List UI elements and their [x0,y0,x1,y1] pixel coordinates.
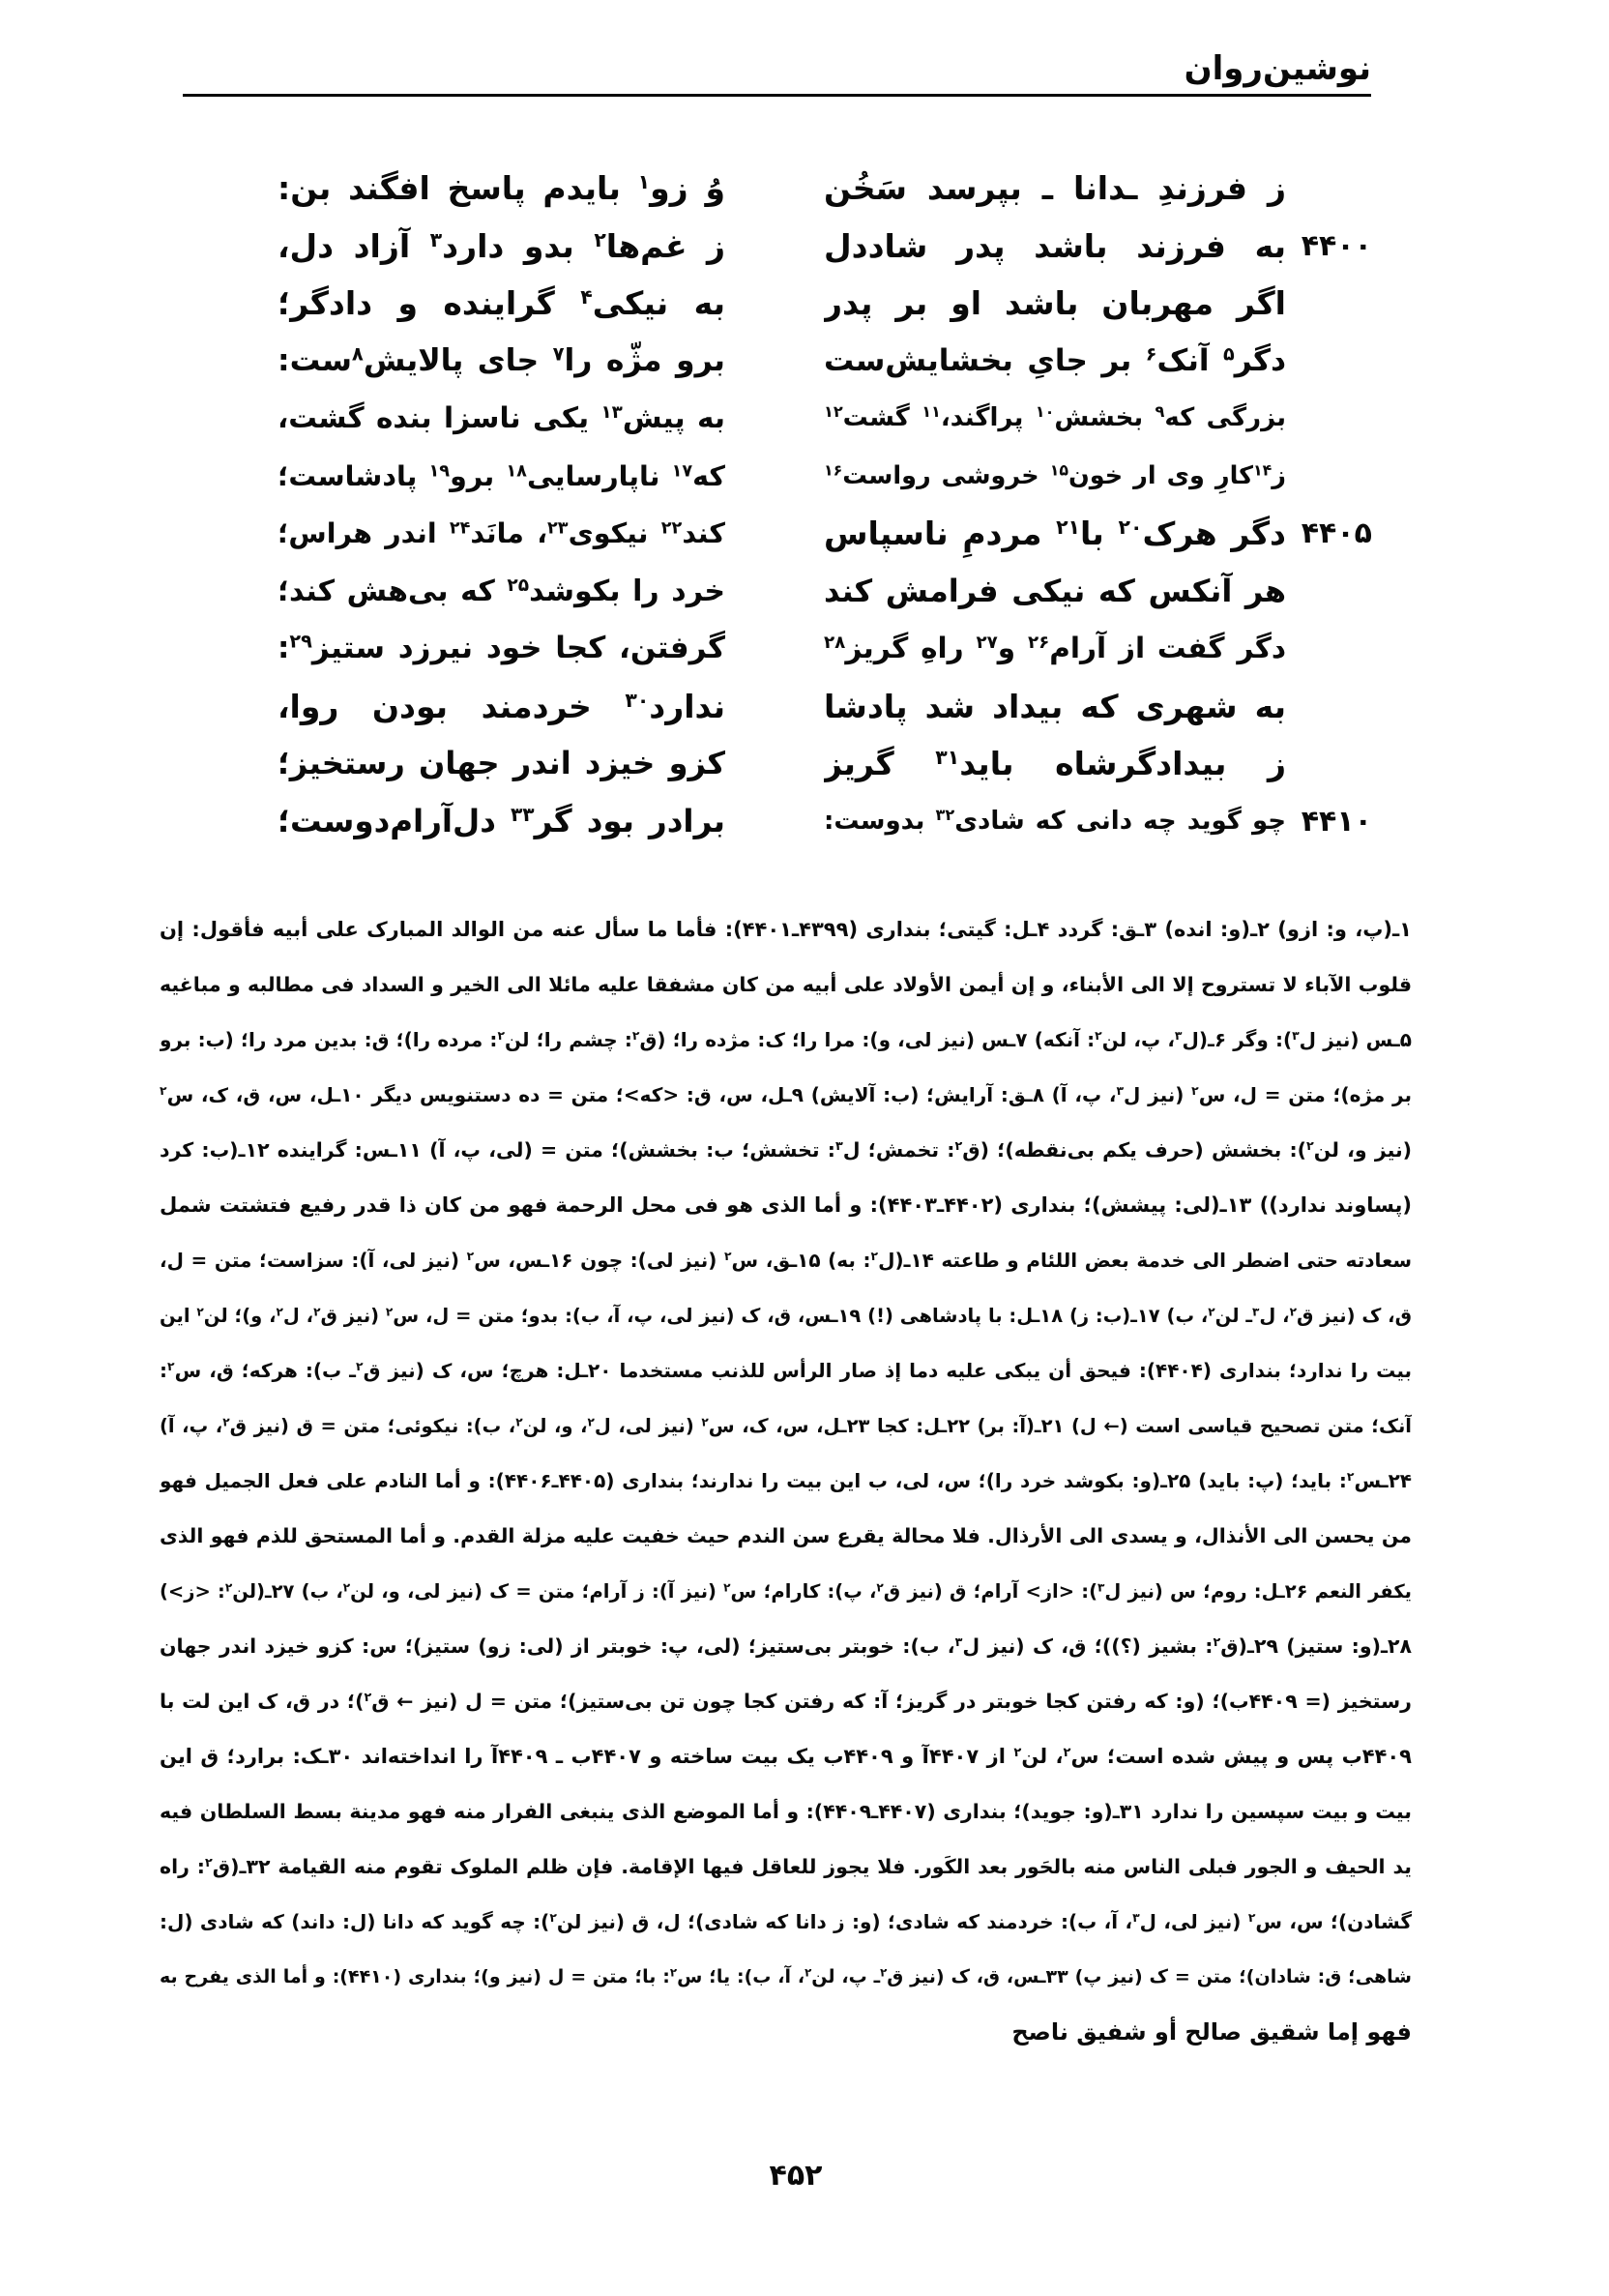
superscript-marker: ۲ [1191,1083,1199,1099]
superscript-marker: ۸ [351,341,364,365]
verse-number [1291,735,1372,793]
superscript-marker: ۲ [196,1305,204,1319]
verse-row [0,218,1609,276]
footnote-line: (نیز و، لن$^۲$): بخشش (حرف یکم بی‌نقطه)؛ (ق$^۲$: تخمش؛ ل$^۳$: تخشش؛ ب: بخشش)؛ متن = (لی، پ، آ) ۱۱ـس: گراینده ۱۲ـ(ب: کرد [160,1138,1412,1162]
first-hemistich: بزرگی که$^۹$ بخشش$^{۱۰}$ پراگند،$^{۱۱}$ گشت$^{۱۲}$ [824,402,1286,432]
superscript-marker: ۲ [224,1580,233,1595]
superscript-marker: ۲۳ [547,518,569,539]
superscript-marker: ۲ [669,1965,678,1980]
superscript-marker: ۲ [804,1965,812,1980]
first-hemistich: دگر گفت از آرام$^{۲۶}$ و$^{۲۷}$ راهِ گریز$^{۲۸}$ [824,632,1286,664]
superscript-marker: ۳ [954,1634,963,1650]
superscript-marker: ۲ [1063,1745,1071,1760]
superscript-marker: ۲۰ [1118,515,1143,539]
second-hemistich: که$^{۱۷}$ ناپارسایی$^{۱۸}$ برو$^{۱۹}$ پادشاست؛ [278,459,725,492]
superscript-marker: ۲۶ [1027,632,1050,653]
superscript-marker: ۲ [515,1415,523,1429]
footnote-line: ۲۸ـ(و: ستیز) ۲۹ـ(ق$^۲$: بشیز (؟))؛ ق، ک (نیز ل$^۳$، ب): خوبتر بی‌ستیز؛ (لی، پ: خوبتر از (لی: زو) ستیز)؛ س: کزو خیزد اندر جهان [160,1634,1412,1658]
superscript-marker: ۳۳ [510,802,535,826]
superscript-marker: ۱۵ [1049,459,1068,479]
verse-number: ۴۴۰۰ [1301,228,1372,263]
superscript-marker: ۱ [637,169,651,193]
footnote-line: ۲۴ـس$^۲$: باید؛ (پ: باید) ۲۵ـ(و: بکوشد خرد را)؛ س، لی، ب این بیت را ندارند؛ بنداری (۴۴۰۵ـ۴۴۰۶): و أما النادم علی فعل الجمیل فهو [160,1469,1412,1492]
verse-row [0,448,1609,506]
second-hemistich: ندارد$^{۳۰}$ خردمند بودن روا، [278,687,725,725]
footnote-line: ۵ـس (نیز ل$^۳$): وگر ۶ـ(ل$^۳$، پ، لن$^۲$: آنکه) ۷ـس (نیز لی، و): مرا را؛ ک: مژده را؛ (ق$^۲$: چشم را؛ لن$^۲$: مرده را)؛ ق: بدین مرد را؛ (ب: برو [160,1028,1412,1051]
superscript-marker: ۲ [466,1249,475,1264]
superscript-marker: ۲ [1306,1138,1314,1154]
superscript-marker: ۷ [552,341,565,365]
verse-block [0,160,1609,850]
footnotes-block [160,902,1412,2060]
superscript-marker: ۱۷ [671,460,693,481]
superscript-marker: ۲ [870,1249,879,1264]
footnote-line: من یحسن الی الأنذال، و یسدی الی الأرذال. فلا محالة یقرع سن الندم حیث خفیت علیه مزلة القدم. و أما المستحق للذم فهو الذی [160,1524,1412,1547]
superscript-marker: ۲ [1013,1745,1022,1760]
superscript-marker: ۱۱ [922,402,941,422]
first-hemistich: هر آنکس که نیکی فرامش کند [824,572,1286,609]
superscript-marker: ۱۳ [600,401,623,423]
first-hemistich: ز فرزندِ ـدانا ـ بپرسد سَخُن [824,169,1286,207]
verse-row [0,160,1609,218]
verse-number [1291,563,1372,621]
running-header: نوشین‌روان [1184,49,1371,88]
verse-number: ۴۴۱۰ [1301,804,1372,839]
footnote-line: شاهی؛ ق: شادان)؛ متن = ک (نیز پ) ۳۳ـس، ق، ک (نیز ق$^۲$ـ پ، لن$^۲$، آ، ب): یا؛ س$^۲$: با؛ متن = ل (نیز و)؛ بنداری (۴۴۱۰): و أما الذی یفرح به [160,1965,1412,1987]
verse-row [0,563,1609,621]
superscript-marker: ۱۶ [824,459,843,479]
first-hemistich: اگر مهربان باشد او بر پدر [824,284,1286,322]
superscript-marker: ۲ [313,1305,321,1319]
superscript-marker: ۲ [876,1580,884,1595]
footnote-line: فهو إما شقیق صالح أو شفیق ناصح [1011,2018,1412,2046]
verse-row [0,735,1609,793]
first-hemistich: به شهری که بیداد شد پادشا [824,687,1286,725]
superscript-marker: ۲ [1208,1305,1215,1319]
second-hemistich: به نیکی$^۴$ گراینده و دادگر؛ [278,284,725,322]
footnote-line: بر مژه)؛ متن = ل، س$^۲$ (نیز ل$^۳$، پ، آ) ۸ـق: آرایش؛ (ب: آلایش) ۹ـل، س، ق: <که>؛ متن = ده دستنویس دیگر ۱۰ـل، س، ق، ک، س$^۲$ [160,1083,1412,1106]
verse-number: ۴۴۰۵ [1301,516,1372,550]
superscript-marker: ۲ [594,227,606,251]
superscript-marker: ۲ [222,1415,230,1429]
superscript-marker: ۲ [723,1249,732,1264]
superscript-marker: ۲ [1289,1305,1297,1319]
superscript-marker: ۲ [587,1415,595,1429]
verse-number [1291,620,1372,678]
superscript-marker: ۶ [1145,341,1157,365]
superscript-marker: ۳ [1132,1910,1140,1926]
verse-row [0,275,1609,333]
second-hemistich: کند$^{۲۲}$ نیکوی$^{۲۳}$، مانَد$^{۲۴}$ اندر هراس؛ [278,517,725,549]
superscript-marker: ۱۹ [428,460,451,481]
second-hemistich: ز غم‌ها$^۲$ بدو دارد$^۳$ آزاد دل، [278,226,725,265]
superscript-marker: ۵ [1223,341,1235,365]
superscript-marker: ۹ [1155,402,1165,422]
verse-number [1291,448,1372,506]
verse-row [0,505,1609,563]
footnote-line: یکفر النعم ۲۶ـل: روم؛ س (نیز ل$^۳$): <از> آرام؛ ق (نیز ق$^۲$، پ): کارام؛ س$^۲$ (نیز آ): ز آرام؛ متن = ک (نیز لی، و، لن$^۲$، ب) ۲۷ـ(لن$^۲$: <ز>) [160,1580,1412,1603]
verse-number [1291,390,1372,448]
first-hemistich: چو گوید چه دانی که شادی$^{۳۲}$ بدوست: [824,805,1286,836]
superscript-marker: ۲ [549,1910,557,1926]
superscript-marker: ۲ [167,1359,175,1374]
verse-row [0,793,1609,851]
superscript-marker: ۲ [1346,1469,1355,1485]
verse-row [0,333,1609,391]
verse-number [1291,678,1372,736]
superscript-marker: ۲ [385,1305,394,1319]
second-hemistich: برادر بود گر$^{۳۳}$ دل‌آرام‌دوست؛ [278,802,725,839]
superscript-marker: ۲۸ [824,632,846,653]
footnote-line: (پساوند ندارد)) ۱۳ـ(لی: پیشش)؛ بنداری (۴۴۰۲ـ۴۴۰۳): و أما الذی هو فی محل الرحمة فهو من کان ذا قدر رفیع فتشتت شمل [160,1193,1412,1217]
superscript-marker: ۳ [1174,1028,1183,1044]
second-hemistich: برو مژّه را$^۷$ جای پالایش$^۸$ست: [278,341,725,378]
second-hemistich: گرفتن، کجا خود نیرزد ستیز$^{۲۹}$: [278,630,725,665]
superscript-marker: ۲ [276,1305,283,1319]
superscript-marker: ۳ [1292,1028,1300,1044]
superscript-marker: ۳ [429,227,443,251]
superscript-marker: ۲ [1247,1910,1256,1926]
footnote-line: بیت و بیت سپسین را ندارد ۳۱ـ(و: جوید)؛ بنداری (۴۴۰۷ـ۴۴۰۹): و أما الموضع الذی ینبغی الفرار منه فهو مدینة بسط السلطان فیه [160,1800,1412,1823]
footnote-line: بیت را ندارد؛ بنداری (۴۴۰۴): فیحق أن یبکی علیه دما إذ صار الرأس للذنب مستخدما ۲۰ـل: هرچ؛ س، ک (نیز ق$^۲$ـ ب): هرکه؛ ق، س$^۲$: [160,1359,1412,1382]
footnote-line: آنک؛ متن تصحیح قیاسی است (← ل) ۲۱ـ(آ: بر) ۲۲ـل: کجا ۲۳ـل، س، ک، س$^۲$ (نیز لی، ل$^۲$، و، لن$^۲$، ب): نیکوئی؛ متن = ق (نیز ق$^۲$، پ، آ) [160,1415,1412,1437]
superscript-marker: ۲ [1095,1028,1102,1044]
first-hemistich: دگر هرک$^{۲۰}$ با$^{۲۱}$ مردمِ ناسپاس [824,515,1286,552]
superscript-marker: ۲ [364,1690,372,1705]
superscript-marker: ۲ [205,1855,213,1870]
page-number: ۴۵۲ [769,2159,823,2193]
footnote-line: ۴۴۰۹ب پس و پیش شده است؛ س$^۲$، لن$^۲$ از ۴۴۰۷آ و ۴۴۰۹ب یک بیت ساخته و ۴۴۰۷ب ـ ۴۴۰۹آ را انداخته‌اند ۳۰ـک: برارد؛ ق این [160,1745,1412,1768]
second-hemistich: کزو خیزد اندر جهان رستخیز؛ [278,745,725,781]
footnote-line: رستخیز (= ۴۴۰۹ب)؛ (و: که رفتن کجا خوبتر در گریز؛ آ: که رفتن کجا چون تن بی‌ستیز)؛ متن = ل (نیز ← ق$^۲$)؛ در ق، ک این لت با [160,1690,1412,1713]
superscript-marker: ۲۱ [1056,515,1081,539]
first-hemistich: ز$^{۱۴}$کارِ وی ار خون$^{۱۵}$ خروشی رواست$^{۱۶}$ [824,459,1286,490]
footnote-line: قلوب الآباء لا تستروح إلا الی الأبناء، و إن أیمن الأولاد علی أبیه من کان مشفقا علیه مائلا الی الخیر و السداد فی مطالبه و مباغیه [160,973,1412,996]
footnote-line: گشادن)؛ س، س$^۲$ (نیز لی، ل$^۳$، آ، ب): خردمند که شادی؛ (و: ز دانا که شادی)؛ ل، ق (نیز لن$^۲$): چه گوید که دانا (ل: داند) که شادی (ل: [160,1910,1412,1933]
superscript-marker: ۲ [701,1415,709,1429]
second-hemistich: به پیش$^{۱۳}$ یکی ناسزا بنده گشت، [278,401,725,434]
superscript-marker: ۲۴ [449,518,471,539]
verse-row [0,620,1609,678]
superscript-marker: ۳ [1116,1083,1125,1099]
superscript-marker: ۲ [160,1083,167,1099]
first-hemistich: به فرزند باشد پدر شاددل [824,226,1286,265]
superscript-marker: ۲۲ [660,518,683,539]
footnote-line: ۱ـ(پ، و: ازو) ۲ـ(و: انده) ۳ـق: گردد ۴ـل: گیتی؛ بنداری (۴۳۹۹ـ۴۴۰۱): فأما ما سأل عنه من الوالد المبارک علی أبیه فأقول: إن [160,918,1412,941]
superscript-marker: ۳ [834,1138,843,1154]
verse-row [0,390,1609,448]
superscript-marker: ۲ [497,1028,506,1044]
superscript-marker: ۲ [342,1580,351,1595]
superscript-marker: ۳۱ [935,745,960,769]
superscript-marker: ۲ [356,1359,364,1374]
verse-number [1291,160,1372,218]
superscript-marker: ۲۵ [507,574,530,596]
superscript-marker: ۱۴ [1253,459,1273,479]
superscript-marker: ۲ [631,1028,640,1044]
verse-number [1291,275,1372,333]
superscript-marker: ۲ [723,1580,731,1595]
superscript-marker: ۱۲ [824,402,843,422]
superscript-marker: ۳۰ [625,688,650,712]
superscript-marker: ۲ [954,1138,963,1154]
second-hemistich: وُ زو$^۱$ بایدم پاسخ افگند بن: [278,169,725,207]
superscript-marker: ۲۷ [976,632,998,653]
superscript-marker: ۲ [880,1965,888,1980]
header-rule [183,94,1371,97]
footnote-line: ق، ک (نیز ق$^۲$، ل$^۳$ـ لن$^۲$، ب) ۱۷ـ(ب: ز) ۱۸ـل: با پادشاهی (!) ۱۹ـس، ق، ک (نیز لی، پ، آ، ب): بدو؛ متن = ل، س$^۲$ (نیز ق$^۲$، ل$^۲$، و)؛ لن$^۲$ این [160,1305,1412,1327]
first-hemistich: دگر$^۵$ آنک$^۶$ بر جایِ بخشایش‌ست [824,341,1286,378]
footnote-line: سعادته حتی اضطر الی خدمة بعض اللئام و طاعته ۱۴ـ(ل$^۲$: به) ۱۵ـق، س$^۲$ (نیز لی): چون ۱۶ـس، س$^۲$ (نیز لی، آ): سزاست؛ متن = ل، [160,1249,1412,1272]
superscript-marker: ۲۹ [289,630,312,653]
superscript-marker: ۱۰ [1035,402,1055,422]
first-hemistich: ز بیدادگرشاه باید$^{۳۱}$ گریز [824,745,1286,782]
superscript-marker: ۳۲ [935,805,955,824]
verse-row [0,678,1609,736]
superscript-marker: ۲ [1213,1634,1221,1650]
second-hemistich: خرد را بکوشد$^{۲۵}$ که بی‌هش کند؛ [278,574,725,608]
superscript-marker: ۴ [580,284,593,309]
verse-number [1291,333,1372,391]
superscript-marker: ۳ [1252,1305,1260,1319]
superscript-marker: ۱۸ [506,460,527,481]
footnote-line: ید الحیف و الجور فبلی الناس منه بالحَور بعد الکَور. فلا یجوز للعاقل فیها الإقامة. فإن ظلم الملوک تقوم منه القیامة ۳۲ـ(ق$^۲$: راه [160,1855,1412,1878]
superscript-marker: ۳ [1097,1580,1105,1595]
